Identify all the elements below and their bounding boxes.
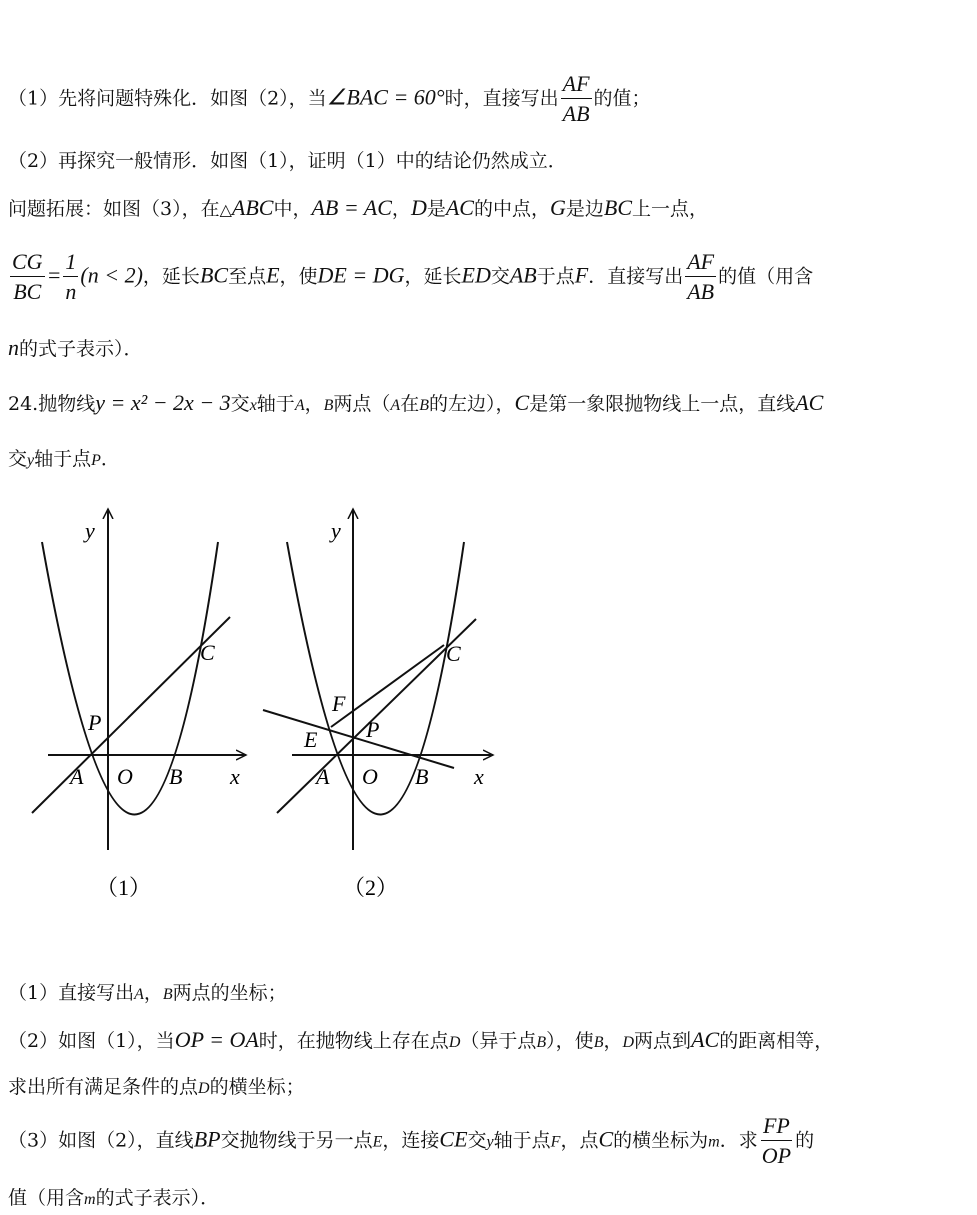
math: ABC [231,195,274,220]
math: BP [193,1126,221,1152]
text: 轴于点 [34,448,92,470]
text: 的式子表示）． [95,1187,220,1209]
text: 的中点， [473,198,550,220]
text: 的值； [593,87,651,110]
text: ．求 [719,1129,758,1152]
sub-question-2-continued [8,1072,969,1104]
math: B [593,1034,604,1051]
math: B [536,1034,547,1051]
question-24-intro [8,388,969,421]
label-o: O [117,764,133,789]
fraction-numerator: AF [685,248,716,277]
text: 是边 [565,198,604,220]
text: 上一点， [632,198,709,220]
label-b: B [169,764,183,789]
figure-caption: （2） [343,875,399,900]
label-o: O [362,764,378,789]
equals-sign: = [46,262,62,288]
figure-2 [263,509,493,900]
text: 的式子表示）． [19,338,143,360]
label-c: C [200,640,215,665]
fraction-af-ab-2 [685,248,716,307]
label-e: E [304,727,318,752]
math: AC [691,1027,720,1052]
text: 轴于点 [493,1129,551,1152]
math: DE = DG [317,262,405,288]
sub-question-3-continued [8,1183,969,1215]
math: A [294,397,305,414]
text: 两点（ [333,393,391,415]
text: 于点 [536,265,575,288]
math: AC [795,390,824,415]
math: (n < 2) [80,262,143,288]
fraction-1-n [63,248,78,307]
figure-caption: （1） [96,875,152,900]
text: ．直接写出 [588,265,684,288]
math: D [198,1080,210,1097]
math: m [708,1133,720,1151]
math: D [448,1034,461,1051]
math: y [486,1133,494,1151]
text: ，点 [560,1129,599,1152]
math: x [249,397,257,414]
fraction-denominator: OP [761,1143,792,1168]
text: ，延长 [142,265,200,288]
question-part-2 [8,146,969,176]
label-x: x [474,764,484,789]
label-b: B [415,764,429,789]
text: ， [143,982,163,1004]
text: 交 [8,448,28,470]
text: 问题拓展：如图（3），在 [8,198,220,220]
label-y: y [331,518,341,543]
label-p: P [88,710,102,735]
math: m [84,1191,96,1208]
text: 是第一象限抛物线上一点，直线 [529,393,796,415]
math: E [372,1133,383,1151]
fraction-denominator: AB [562,101,590,126]
label-a: A [316,764,330,789]
text: ，连接 [382,1129,440,1152]
parabola-figures [0,495,520,915]
text: （异于点 [460,1030,537,1052]
text: 轴于 [256,393,295,415]
text: 至点 [228,265,267,288]
math: A [390,397,401,414]
text: 时，在抛物线上存在点 [258,1030,449,1052]
label-y: y [85,518,95,543]
fraction-denominator: AB [687,279,715,304]
math: B [162,986,173,1003]
text: 的横坐标； [209,1076,305,1098]
text: 的左边）， [428,393,515,415]
math: CE [439,1126,468,1152]
text: 交 [467,1129,487,1152]
problem-extension-condition [8,248,969,307]
fraction-denominator: n [65,279,77,304]
text: 的值（用含 [718,265,814,288]
text: 是 [426,198,446,220]
math: B [323,397,334,414]
text: ， [391,198,411,220]
text: ，延长 [404,265,462,288]
angle-expression: ∠BAC = 60° [326,84,445,110]
label-a: A [70,764,84,789]
text: （1）先将问题特殊化．如图（2），当 [8,87,327,110]
math: n [8,335,19,360]
math: AB [509,262,537,288]
text: 时，直接写出 [444,87,559,110]
math: G [549,195,566,220]
math: B [419,397,429,414]
fraction-numerator: 1 [63,248,78,277]
text: 的横坐标为 [613,1129,709,1152]
text: 的距离相等， [719,1030,834,1052]
question-24-intro-end [8,444,969,476]
math: A [134,986,144,1003]
text: 中， [273,198,312,220]
text: （1）直接写出 [8,982,135,1004]
figure-1 [32,509,246,900]
label-c: C [446,641,461,666]
text: ），使 [546,1030,594,1052]
text: 在 [400,393,420,415]
math: ED [461,262,491,288]
math: AB = AC [311,195,392,220]
math: E [266,262,280,288]
parabola-equation: y = x² − 2x − 3 [95,390,231,415]
fraction-cg-bc [10,248,45,307]
fraction-denominator: BC [13,279,42,304]
math: OP = OA [174,1027,259,1052]
text: 抛物线 [38,393,96,415]
fraction-af-ab [561,70,592,129]
text: 两点的坐标； [172,982,287,1004]
math: y [27,452,35,469]
fraction-numerator: FP [761,1112,792,1141]
math: F [574,262,589,288]
math: P [91,452,101,469]
math: F [550,1133,561,1151]
text: ． [100,448,120,470]
fraction-numerator: AF [561,70,592,99]
question-number: 24. [8,393,39,415]
label-f: F [332,691,346,716]
question-part-1 [8,70,969,129]
problem-extension-end [8,333,969,364]
math: BC [199,262,229,288]
math: AC [445,195,474,220]
text: ， [603,1030,623,1052]
text: （2）再探究一般情形．如图（1），证明（1）中的结论仍然成立． [8,150,567,172]
text: 值（用含 [8,1187,85,1209]
triangle-symbol: △ [219,200,232,219]
math: D [410,195,427,220]
math: BC [603,195,633,220]
text: ， [304,393,324,415]
text: （3）如图（2），直线 [8,1129,194,1152]
text: 求出所有满足条件的点 [8,1076,199,1098]
fraction-fp-op [760,1112,793,1171]
text: 交 [230,393,250,415]
label-x: x [230,764,240,789]
line-ce [331,645,444,727]
fraction-numerator: CG [10,248,45,277]
text: 交抛物线于另一点 [220,1129,373,1152]
math: D [622,1034,635,1051]
label-p: P [366,717,380,742]
text: （2）如图（1），当 [8,1030,175,1052]
text: 交 [490,265,510,288]
math: C [514,390,530,415]
sub-question-1 [8,978,969,1010]
sub-question-3 [8,1112,969,1171]
text: 的 [795,1129,815,1152]
text: 两点到 [634,1030,692,1052]
sub-question-2 [8,1025,969,1058]
problem-extension [8,193,969,225]
math: C [598,1126,614,1152]
text: ，使 [279,265,318,288]
